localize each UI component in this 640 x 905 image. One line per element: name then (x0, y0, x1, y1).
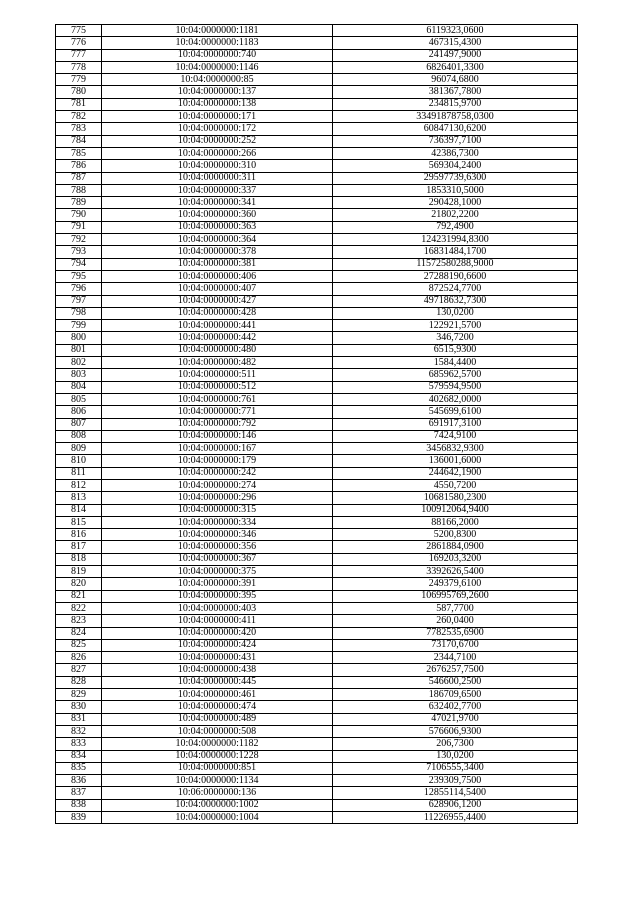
table-row (56, 307, 578, 319)
value-cell: 122921,5700 (333, 320, 578, 332)
table-row (56, 86, 578, 98)
value-cell: 6119323,0600 (333, 25, 578, 37)
value-cell: 5200,8300 (333, 529, 578, 541)
value-cell: 691917,3100 (333, 418, 578, 430)
value-cell: 241497,9000 (333, 49, 578, 61)
cadastral-number: 10:04:0000000:511 (102, 369, 333, 381)
table-row (56, 295, 578, 307)
table-row (56, 627, 578, 639)
value-cell: 100912064,9400 (333, 504, 578, 516)
row-number: 818 (56, 553, 102, 565)
cadastral-number: 10:06:0000000:136 (102, 787, 333, 799)
row-number: 816 (56, 529, 102, 541)
row-number: 790 (56, 209, 102, 221)
table-row (56, 516, 578, 528)
cadastral-number: 10:04:0000000:406 (102, 270, 333, 282)
table-row (56, 492, 578, 504)
cadastral-number: 10:04:0000000:441 (102, 320, 333, 332)
value-cell: 49718632,7300 (333, 295, 578, 307)
value-cell: 239309,7500 (333, 775, 578, 787)
table-row (56, 553, 578, 565)
row-number: 808 (56, 430, 102, 442)
value-cell: 6826401,3300 (333, 61, 578, 73)
cadastral-number: 10:04:0000000:489 (102, 713, 333, 725)
cadastral-number: 10:04:0000000:1183 (102, 37, 333, 49)
value-cell: 346,7200 (333, 332, 578, 344)
value-cell: 7106555,3400 (333, 762, 578, 774)
value-cell: 587,7700 (333, 602, 578, 614)
row-number: 827 (56, 664, 102, 676)
cadastral-number: 10:04:0000000:420 (102, 627, 333, 639)
value-cell: 29597739,6300 (333, 172, 578, 184)
table-row (56, 246, 578, 258)
cadastral-number: 10:04:0000000:138 (102, 98, 333, 110)
cadastral-number: 10:04:0000000:761 (102, 393, 333, 405)
table-row (56, 234, 578, 246)
cadastral-number: 10:04:0000000:411 (102, 615, 333, 627)
table-row (56, 738, 578, 750)
value-cell: 467315,4300 (333, 37, 578, 49)
cadastral-number: 10:04:0000000:334 (102, 516, 333, 528)
table-row (56, 812, 578, 824)
table-row (56, 430, 578, 442)
table-row (56, 529, 578, 541)
value-cell: 872524,7700 (333, 283, 578, 295)
value-cell: 96074,6800 (333, 74, 578, 86)
row-number: 775 (56, 25, 102, 37)
row-number: 838 (56, 799, 102, 811)
row-number: 831 (56, 713, 102, 725)
cadastral-number: 10:04:0000000:137 (102, 86, 333, 98)
row-number: 795 (56, 270, 102, 282)
cadastral-number: 10:04:0000000:428 (102, 307, 333, 319)
row-number: 817 (56, 541, 102, 553)
value-cell: 130,0200 (333, 750, 578, 762)
cadastral-number: 10:04:0000000:378 (102, 246, 333, 258)
row-number: 800 (56, 332, 102, 344)
cadastral-number: 10:04:0000000:274 (102, 479, 333, 491)
cadastral-number: 10:04:0000000:461 (102, 689, 333, 701)
row-number: 792 (56, 234, 102, 246)
cadastral-number: 10:04:0000000:792 (102, 418, 333, 430)
value-cell: 47021,9700 (333, 713, 578, 725)
value-cell: 124231994,8300 (333, 234, 578, 246)
row-number: 781 (56, 98, 102, 110)
cadastral-number: 10:04:0000000:172 (102, 123, 333, 135)
row-number: 837 (56, 787, 102, 799)
cadastral-number: 10:04:0000000:1134 (102, 775, 333, 787)
row-number: 779 (56, 74, 102, 86)
cadastral-number: 10:04:0000000:356 (102, 541, 333, 553)
cadastral-number: 10:04:0000000:395 (102, 590, 333, 602)
table-row (56, 775, 578, 787)
table-row (56, 664, 578, 676)
value-cell: 2676257,7500 (333, 664, 578, 676)
row-number: 826 (56, 652, 102, 664)
value-cell: 628906,1200 (333, 799, 578, 811)
value-cell: 4550,7200 (333, 479, 578, 491)
row-number: 815 (56, 516, 102, 528)
cadastral-number: 10:04:0000000:1181 (102, 25, 333, 37)
value-cell: 3456832,9300 (333, 443, 578, 455)
value-cell: 736397,7100 (333, 135, 578, 147)
cadastral-number: 10:04:0000000:381 (102, 258, 333, 270)
value-cell: 2861884,0900 (333, 541, 578, 553)
value-cell: 569304,2400 (333, 160, 578, 172)
row-number: 810 (56, 455, 102, 467)
row-number: 811 (56, 467, 102, 479)
value-cell: 579594,9500 (333, 381, 578, 393)
value-cell: 3392626,5400 (333, 566, 578, 578)
cadastral-number: 10:04:0000000:407 (102, 283, 333, 295)
table-row (56, 443, 578, 455)
table-row (56, 799, 578, 811)
table-row (56, 369, 578, 381)
table-row (56, 590, 578, 602)
cadastral-number: 10:04:0000000:310 (102, 160, 333, 172)
table-row (56, 135, 578, 147)
row-number: 836 (56, 775, 102, 787)
value-cell: 60847130,6200 (333, 123, 578, 135)
value-cell: 6515,9300 (333, 344, 578, 356)
table-row (56, 381, 578, 393)
table-row (56, 676, 578, 688)
table-row (56, 406, 578, 418)
row-number: 804 (56, 381, 102, 393)
cadastral-number: 10:04:0000000:367 (102, 553, 333, 565)
cadastral-number: 10:04:0000000:474 (102, 701, 333, 713)
cadastral-number: 10:04:0000000:424 (102, 639, 333, 651)
row-number: 786 (56, 160, 102, 172)
cadastral-number: 10:04:0000000:431 (102, 652, 333, 664)
value-cell: 545699,6100 (333, 406, 578, 418)
value-cell: 1853310,5000 (333, 184, 578, 196)
table-row (56, 701, 578, 713)
table-row (56, 541, 578, 553)
cadastral-number: 10:04:0000000:242 (102, 467, 333, 479)
row-number: 780 (56, 86, 102, 98)
table-row (56, 652, 578, 664)
row-number: 803 (56, 369, 102, 381)
cadastral-number: 10:04:0000000:341 (102, 197, 333, 209)
value-cell: 381367,7800 (333, 86, 578, 98)
table-row (56, 418, 578, 430)
cadastral-number: 10:04:0000000:337 (102, 184, 333, 196)
value-cell: 10681580,2300 (333, 492, 578, 504)
cadastral-number: 10:04:0000000:364 (102, 234, 333, 246)
cadastral-number: 10:04:0000000:445 (102, 676, 333, 688)
cadastral-number: 10:04:0000000:1004 (102, 812, 333, 824)
row-number: 832 (56, 725, 102, 737)
table-row (56, 725, 578, 737)
row-number: 789 (56, 197, 102, 209)
table-row (56, 713, 578, 725)
value-cell: 685962,5700 (333, 369, 578, 381)
value-cell: 88166,2000 (333, 516, 578, 528)
cadastral-number: 10:04:0000000:442 (102, 332, 333, 344)
cadastral-number: 10:04:0000000:266 (102, 147, 333, 159)
row-number: 812 (56, 479, 102, 491)
table-row (56, 147, 578, 159)
table-row (56, 283, 578, 295)
parcel-table (55, 24, 578, 824)
row-number: 784 (56, 135, 102, 147)
cadastral-number: 10:04:0000000:85 (102, 74, 333, 86)
cadastral-number: 10:04:0000000:508 (102, 725, 333, 737)
table-row (56, 615, 578, 627)
row-number: 823 (56, 615, 102, 627)
cadastral-number: 10:04:0000000:346 (102, 529, 333, 541)
row-number: 788 (56, 184, 102, 196)
cadastral-number: 10:04:0000000:1182 (102, 738, 333, 750)
table-row (56, 74, 578, 86)
cadastral-number: 10:04:0000000:403 (102, 602, 333, 614)
cadastral-number: 10:04:0000000:311 (102, 172, 333, 184)
table-row (56, 270, 578, 282)
table-row (56, 393, 578, 405)
table-row (56, 455, 578, 467)
cadastral-number: 10:04:0000000:512 (102, 381, 333, 393)
table-row (56, 160, 578, 172)
table-row (56, 197, 578, 209)
value-cell: 290428,1000 (333, 197, 578, 209)
row-number: 825 (56, 639, 102, 651)
row-number: 782 (56, 111, 102, 123)
row-number: 830 (56, 701, 102, 713)
table-row (56, 689, 578, 701)
table-row (56, 602, 578, 614)
value-cell: 249379,6100 (333, 578, 578, 590)
cadastral-number: 10:04:0000000:740 (102, 49, 333, 61)
table-row (56, 320, 578, 332)
cadastral-number: 10:04:0000000:171 (102, 111, 333, 123)
row-number: 819 (56, 566, 102, 578)
table-row (56, 750, 578, 762)
row-number: 801 (56, 344, 102, 356)
table-row (56, 98, 578, 110)
table-row (56, 111, 578, 123)
cadastral-number: 10:04:0000000:1002 (102, 799, 333, 811)
value-cell: 186709,6500 (333, 689, 578, 701)
value-cell: 206,7300 (333, 738, 578, 750)
value-cell: 260,0400 (333, 615, 578, 627)
value-cell: 402682,0000 (333, 393, 578, 405)
value-cell: 1584,4400 (333, 357, 578, 369)
cadastral-number: 10:04:0000000:771 (102, 406, 333, 418)
table-row (56, 578, 578, 590)
value-cell: 42386,7300 (333, 147, 578, 159)
table-row (56, 172, 578, 184)
value-cell: 7424,9100 (333, 430, 578, 442)
cadastral-number: 10:04:0000000:360 (102, 209, 333, 221)
table-row (56, 566, 578, 578)
value-cell: 11572580288,9000 (333, 258, 578, 270)
table-row (56, 209, 578, 221)
row-number: 785 (56, 147, 102, 159)
table-row (56, 332, 578, 344)
table-row (56, 49, 578, 61)
table-row (56, 61, 578, 73)
value-cell: 234815,9700 (333, 98, 578, 110)
table-row (56, 25, 578, 37)
table-row (56, 221, 578, 233)
cadastral-number: 10:04:0000000:438 (102, 664, 333, 676)
value-cell: 244642,1900 (333, 467, 578, 479)
value-cell: 21802,2200 (333, 209, 578, 221)
table-row (56, 344, 578, 356)
row-number: 824 (56, 627, 102, 639)
cadastral-number: 10:04:0000000:179 (102, 455, 333, 467)
row-number: 793 (56, 246, 102, 258)
table-row (56, 37, 578, 49)
row-number: 821 (56, 590, 102, 602)
table-row (56, 762, 578, 774)
cadastral-number: 10:04:0000000:167 (102, 443, 333, 455)
row-number: 802 (56, 357, 102, 369)
value-cell: 12855114,5400 (333, 787, 578, 799)
cadastral-number: 10:04:0000000:296 (102, 492, 333, 504)
row-number: 807 (56, 418, 102, 430)
row-number: 796 (56, 283, 102, 295)
table-row (56, 467, 578, 479)
row-number: 791 (56, 221, 102, 233)
table-row (56, 357, 578, 369)
row-number: 806 (56, 406, 102, 418)
value-cell: 27288190,6600 (333, 270, 578, 282)
row-number: 776 (56, 37, 102, 49)
cadastral-number: 10:04:0000000:252 (102, 135, 333, 147)
table-row (56, 258, 578, 270)
row-number: 834 (56, 750, 102, 762)
cadastral-number: 10:04:0000000:482 (102, 357, 333, 369)
value-cell: 7782535,6900 (333, 627, 578, 639)
table-row (56, 504, 578, 516)
row-number: 839 (56, 812, 102, 824)
cadastral-number: 10:04:0000000:1228 (102, 750, 333, 762)
row-number: 794 (56, 258, 102, 270)
row-number: 797 (56, 295, 102, 307)
value-cell: 792,4900 (333, 221, 578, 233)
value-cell: 169203,3200 (333, 553, 578, 565)
row-number: 798 (56, 307, 102, 319)
row-number: 829 (56, 689, 102, 701)
value-cell: 16831484,1700 (333, 246, 578, 258)
value-cell: 11226955,4400 (333, 812, 578, 824)
row-number: 813 (56, 492, 102, 504)
cadastral-number: 10:04:0000000:391 (102, 578, 333, 590)
row-number: 820 (56, 578, 102, 590)
value-cell: 576606,9300 (333, 725, 578, 737)
cadastral-number: 10:04:0000000:375 (102, 566, 333, 578)
table-row (56, 787, 578, 799)
table-body (56, 25, 578, 824)
cadastral-number: 10:04:0000000:851 (102, 762, 333, 774)
row-number: 783 (56, 123, 102, 135)
row-number: 833 (56, 738, 102, 750)
row-number: 822 (56, 602, 102, 614)
value-cell: 546600,2500 (333, 676, 578, 688)
table-row (56, 639, 578, 651)
value-cell: 106995769,2600 (333, 590, 578, 602)
row-number: 835 (56, 762, 102, 774)
table-row (56, 123, 578, 135)
table-row (56, 184, 578, 196)
row-number: 809 (56, 443, 102, 455)
cadastral-number: 10:04:0000000:315 (102, 504, 333, 516)
cadastral-number: 10:04:0000000:480 (102, 344, 333, 356)
row-number: 787 (56, 172, 102, 184)
cadastral-number: 10:04:0000000:146 (102, 430, 333, 442)
row-number: 814 (56, 504, 102, 516)
value-cell: 130,0200 (333, 307, 578, 319)
row-number: 828 (56, 676, 102, 688)
row-number: 799 (56, 320, 102, 332)
cadastral-number: 10:04:0000000:1146 (102, 61, 333, 73)
value-cell: 33491878758,0300 (333, 111, 578, 123)
row-number: 805 (56, 393, 102, 405)
value-cell: 632402,7700 (333, 701, 578, 713)
row-number: 777 (56, 49, 102, 61)
value-cell: 2344,7100 (333, 652, 578, 664)
row-number: 778 (56, 61, 102, 73)
value-cell: 136001,6000 (333, 455, 578, 467)
cadastral-number: 10:04:0000000:363 (102, 221, 333, 233)
table-row (56, 479, 578, 491)
value-cell: 73170,6700 (333, 639, 578, 651)
cadastral-number: 10:04:0000000:427 (102, 295, 333, 307)
